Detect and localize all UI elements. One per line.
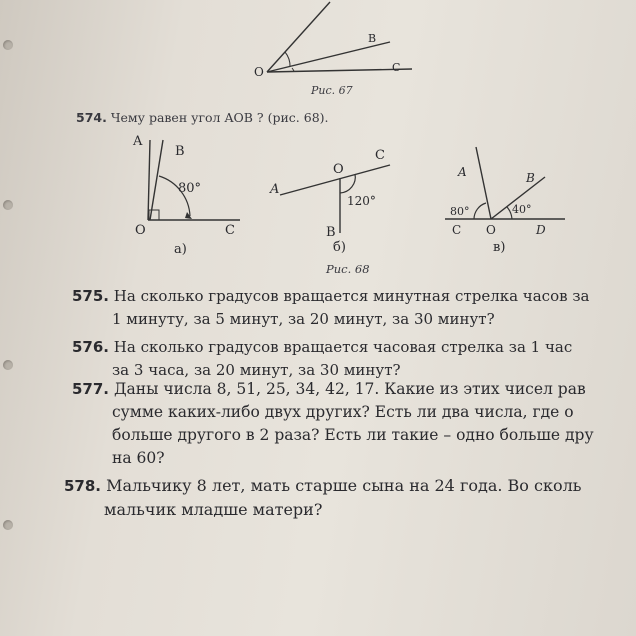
fig68a-ray-b — [150, 140, 163, 220]
fig68a-label-o: O — [135, 223, 146, 238]
fig68-caption: Рис. 68 — [326, 262, 370, 276]
binding-hole — [3, 360, 13, 370]
problem-574 — [76, 110, 329, 125]
fig68v-label-c: C — [452, 223, 462, 237]
problem-578 — [64, 474, 636, 522]
fig67-caption: Рис. 67 — [311, 84, 353, 97]
fig67-ray-b — [267, 42, 390, 72]
fig67-label-b: B — [368, 32, 377, 45]
fig68a-label-c: C — [225, 223, 235, 238]
fig67-ray-c — [267, 69, 412, 72]
fig68a-label-b: B — [175, 144, 185, 159]
problem-number: 578. — [64, 477, 102, 495]
binding-holes — [3, 0, 17, 636]
fig68v-label-a: A — [458, 165, 467, 179]
fig67-angle-arc — [292, 68, 294, 71]
problem-line: на 60? — [112, 449, 165, 467]
binding-hole — [3, 40, 13, 50]
problem-line: за 3 часа, за 20 минут, за 30 минут? — [112, 361, 401, 379]
problem-text: Чему равен угол AOB ? (рис. 68). — [110, 110, 329, 125]
fig68v-sublabel: в) — [493, 240, 506, 255]
fig67-angle-arc — [285, 52, 290, 67]
problem-line: мальчик младше матери? — [104, 500, 323, 519]
problem-number: 577. — [72, 380, 110, 398]
fig68v-label-b: B — [526, 171, 535, 185]
problem-line: сумме каких-либо двух других? Есть ли два числа, где о — [112, 403, 574, 421]
problem-575 — [72, 285, 636, 331]
fig67-ray-a — [267, 2, 330, 72]
fig67-label-c: C — [392, 61, 401, 74]
problem-number: 576. — [72, 338, 110, 356]
fig68v-angle-arc-left — [474, 203, 486, 219]
fig68v-label-o: O — [486, 223, 496, 237]
figure-68a — [125, 130, 245, 240]
problem-number: 574. — [76, 110, 107, 125]
fig68b-label-a: A — [270, 182, 280, 197]
fig68b-label-c: C — [375, 148, 385, 163]
figure-68v — [440, 145, 570, 240]
fig67-label-o: O — [254, 65, 264, 79]
fig68a-label-a: A — [133, 134, 143, 149]
problem-577 — [72, 378, 636, 470]
problem-line: На сколько градусов вращается минутная стрелка часов за — [113, 287, 590, 305]
problem-576 — [72, 336, 636, 382]
fig68a-sublabel: а) — [174, 242, 187, 257]
fig68b-label-o: O — [333, 162, 344, 177]
fig68a-angle-label: 80° — [178, 181, 202, 196]
problem-line: На сколько градусов вращается часовая стрелка за 1 час — [113, 338, 573, 356]
figure-68b — [265, 145, 395, 240]
problem-line: 1 минуту, за 5 минут, за 20 минут, за 30 минут? — [112, 310, 495, 328]
fig68b-label-b: B — [326, 225, 336, 240]
problem-number: 575. — [72, 287, 110, 305]
binding-hole — [3, 200, 13, 210]
problem-line: Даны числа 8, 51, 25, 34, 42, 17. Какие из этих чисел рав — [113, 380, 586, 398]
fig68b-angle-label: 120° — [347, 194, 376, 208]
fig68b-sublabel: б) — [333, 240, 346, 255]
figure-67 — [240, 0, 420, 95]
problem-line: больше другого в 2 раза? Есть ли такие – одно больше дру — [112, 426, 594, 444]
fig68a-ray-a — [148, 140, 150, 220]
fig68v-label-d: D — [536, 223, 546, 237]
fig68a-arrow — [185, 212, 192, 219]
binding-hole — [3, 520, 13, 530]
fig68v-angle-right: 40° — [512, 203, 532, 216]
problem-line: Мальчику 8 лет, мать старше сына на 24 года. Во сколь — [106, 476, 582, 495]
fig68v-angle-left: 80° — [450, 205, 470, 218]
